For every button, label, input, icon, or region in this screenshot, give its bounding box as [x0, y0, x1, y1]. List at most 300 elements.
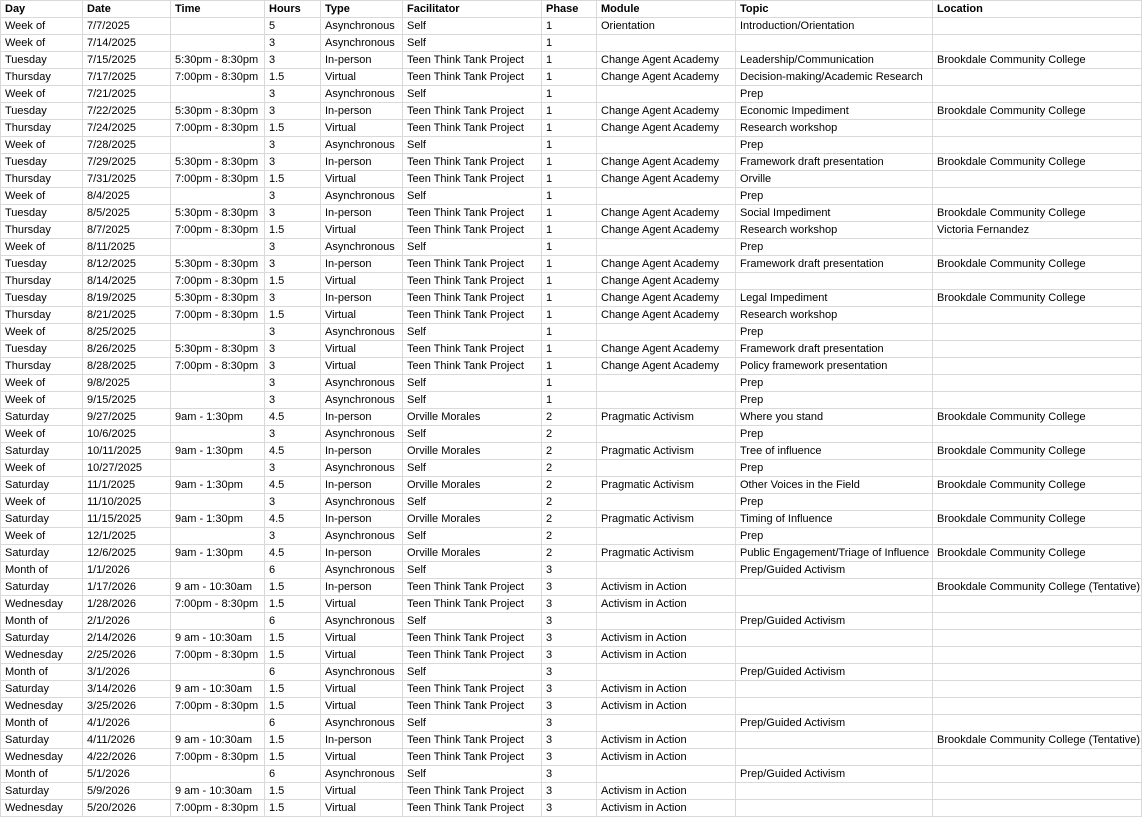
type-cell[interactable]: Asynchronous — [321, 375, 403, 392]
topic-cell[interactable]: Where you stand — [736, 409, 933, 426]
facilitator-cell[interactable]: Self — [403, 715, 542, 732]
day-cell[interactable]: Week of — [1, 426, 83, 443]
module-cell[interactable]: Change Agent Academy — [597, 120, 736, 137]
hours-cell[interactable]: 3 — [265, 256, 321, 273]
location-cell[interactable] — [933, 749, 1142, 766]
date-cell[interactable]: 8/28/2025 — [83, 358, 171, 375]
column-header-facilitator[interactable]: Facilitator — [403, 1, 542, 18]
day-cell[interactable]: Tuesday — [1, 52, 83, 69]
date-cell[interactable]: 7/24/2025 — [83, 120, 171, 137]
topic-cell[interactable]: Framework draft presentation — [736, 256, 933, 273]
type-cell[interactable]: In-person — [321, 545, 403, 562]
facilitator-cell[interactable]: Self — [403, 494, 542, 511]
location-cell[interactable] — [933, 766, 1142, 783]
time-cell[interactable]: 7:00pm - 8:30pm — [171, 358, 265, 375]
type-cell[interactable]: Asynchronous — [321, 664, 403, 681]
type-cell[interactable]: Virtual — [321, 273, 403, 290]
type-cell[interactable]: Asynchronous — [321, 766, 403, 783]
hours-cell[interactable]: 3 — [265, 426, 321, 443]
topic-cell[interactable]: Prep — [736, 426, 933, 443]
location-cell[interactable]: Brookdale Community College (Tentative) — [933, 732, 1142, 749]
type-cell[interactable]: Asynchronous — [321, 528, 403, 545]
module-cell[interactable]: Pragmatic Activism — [597, 545, 736, 562]
type-cell[interactable]: Virtual — [321, 749, 403, 766]
phase-cell[interactable]: 3 — [542, 562, 597, 579]
date-cell[interactable]: 8/11/2025 — [83, 239, 171, 256]
date-cell[interactable]: 7/29/2025 — [83, 154, 171, 171]
time-cell[interactable]: 7:00pm - 8:30pm — [171, 69, 265, 86]
time-cell[interactable] — [171, 392, 265, 409]
time-cell[interactable]: 9am - 1:30pm — [171, 511, 265, 528]
phase-cell[interactable]: 1 — [542, 205, 597, 222]
type-cell[interactable]: Asynchronous — [321, 494, 403, 511]
day-cell[interactable]: Tuesday — [1, 341, 83, 358]
date-cell[interactable]: 8/26/2025 — [83, 341, 171, 358]
date-cell[interactable]: 10/11/2025 — [83, 443, 171, 460]
date-cell[interactable]: 7/22/2025 — [83, 103, 171, 120]
module-cell[interactable]: Change Agent Academy — [597, 290, 736, 307]
topic-cell[interactable]: Prep — [736, 460, 933, 477]
facilitator-cell[interactable]: Teen Think Tank Project — [403, 103, 542, 120]
phase-cell[interactable]: 1 — [542, 18, 597, 35]
facilitator-cell[interactable]: Self — [403, 239, 542, 256]
topic-cell[interactable]: Social Impediment — [736, 205, 933, 222]
hours-cell[interactable]: 3 — [265, 52, 321, 69]
date-cell[interactable]: 7/7/2025 — [83, 18, 171, 35]
topic-cell[interactable] — [736, 749, 933, 766]
date-cell[interactable]: 11/1/2025 — [83, 477, 171, 494]
time-cell[interactable]: 9 am - 10:30am — [171, 783, 265, 800]
hours-cell[interactable]: 4.5 — [265, 443, 321, 460]
column-header-topic[interactable]: Topic — [736, 1, 933, 18]
location-cell[interactable] — [933, 681, 1142, 698]
hours-cell[interactable]: 3 — [265, 239, 321, 256]
hours-cell[interactable]: 3 — [265, 528, 321, 545]
topic-cell[interactable]: Tree of influence — [736, 443, 933, 460]
location-cell[interactable] — [933, 273, 1142, 290]
day-cell[interactable]: Thursday — [1, 171, 83, 188]
day-cell[interactable]: Wednesday — [1, 647, 83, 664]
phase-cell[interactable]: 1 — [542, 375, 597, 392]
topic-cell[interactable]: Decision-making/Academic Research — [736, 69, 933, 86]
topic-cell[interactable] — [736, 681, 933, 698]
date-cell[interactable]: 10/27/2025 — [83, 460, 171, 477]
topic-cell[interactable] — [736, 698, 933, 715]
column-header-day[interactable]: Day — [1, 1, 83, 18]
facilitator-cell[interactable]: Self — [403, 375, 542, 392]
date-cell[interactable]: 8/19/2025 — [83, 290, 171, 307]
day-cell[interactable]: Saturday — [1, 732, 83, 749]
type-cell[interactable]: Virtual — [321, 698, 403, 715]
date-cell[interactable]: 2/14/2026 — [83, 630, 171, 647]
hours-cell[interactable]: 1.5 — [265, 698, 321, 715]
location-cell[interactable] — [933, 800, 1142, 817]
hours-cell[interactable]: 1.5 — [265, 596, 321, 613]
time-cell[interactable]: 5:30pm - 8:30pm — [171, 154, 265, 171]
type-cell[interactable]: Virtual — [321, 69, 403, 86]
location-cell[interactable]: Brookdale Community College — [933, 511, 1142, 528]
facilitator-cell[interactable]: Orville Morales — [403, 409, 542, 426]
time-cell[interactable]: 9 am - 10:30am — [171, 681, 265, 698]
location-cell[interactable] — [933, 460, 1142, 477]
phase-cell[interactable]: 1 — [542, 188, 597, 205]
module-cell[interactable] — [597, 324, 736, 341]
topic-cell[interactable] — [736, 800, 933, 817]
type-cell[interactable]: Virtual — [321, 647, 403, 664]
phase-cell[interactable]: 1 — [542, 137, 597, 154]
hours-cell[interactable]: 3 — [265, 324, 321, 341]
module-cell[interactable]: Change Agent Academy — [597, 256, 736, 273]
facilitator-cell[interactable]: Self — [403, 528, 542, 545]
location-cell[interactable] — [933, 69, 1142, 86]
day-cell[interactable]: Saturday — [1, 630, 83, 647]
time-cell[interactable] — [171, 494, 265, 511]
module-cell[interactable] — [597, 715, 736, 732]
day-cell[interactable]: Saturday — [1, 511, 83, 528]
date-cell[interactable]: 5/1/2026 — [83, 766, 171, 783]
type-cell[interactable]: In-person — [321, 443, 403, 460]
hours-cell[interactable]: 4.5 — [265, 545, 321, 562]
location-cell[interactable] — [933, 137, 1142, 154]
date-cell[interactable]: 1/1/2026 — [83, 562, 171, 579]
time-cell[interactable]: 7:00pm - 8:30pm — [171, 273, 265, 290]
date-cell[interactable]: 5/9/2026 — [83, 783, 171, 800]
type-cell[interactable]: Virtual — [321, 681, 403, 698]
facilitator-cell[interactable]: Self — [403, 426, 542, 443]
facilitator-cell[interactable]: Self — [403, 35, 542, 52]
module-cell[interactable]: Change Agent Academy — [597, 103, 736, 120]
day-cell[interactable]: Month of — [1, 562, 83, 579]
phase-cell[interactable]: 1 — [542, 52, 597, 69]
location-cell[interactable]: Brookdale Community College — [933, 409, 1142, 426]
type-cell[interactable]: Virtual — [321, 307, 403, 324]
location-cell[interactable]: Brookdale Community College — [933, 52, 1142, 69]
hours-cell[interactable]: 3 — [265, 375, 321, 392]
day-cell[interactable]: Week of — [1, 86, 83, 103]
location-cell[interactable] — [933, 324, 1142, 341]
day-cell[interactable]: Saturday — [1, 579, 83, 596]
time-cell[interactable] — [171, 528, 265, 545]
time-cell[interactable] — [171, 137, 265, 154]
date-cell[interactable]: 4/11/2026 — [83, 732, 171, 749]
day-cell[interactable]: Thursday — [1, 358, 83, 375]
time-cell[interactable] — [171, 715, 265, 732]
facilitator-cell[interactable]: Orville Morales — [403, 545, 542, 562]
time-cell[interactable] — [171, 86, 265, 103]
phase-cell[interactable]: 3 — [542, 596, 597, 613]
module-cell[interactable]: Pragmatic Activism — [597, 511, 736, 528]
hours-cell[interactable]: 1.5 — [265, 749, 321, 766]
hours-cell[interactable]: 1.5 — [265, 647, 321, 664]
phase-cell[interactable]: 1 — [542, 358, 597, 375]
hours-cell[interactable]: 3 — [265, 137, 321, 154]
module-cell[interactable] — [597, 35, 736, 52]
phase-cell[interactable]: 3 — [542, 698, 597, 715]
location-cell[interactable] — [933, 171, 1142, 188]
module-cell[interactable]: Activism in Action — [597, 698, 736, 715]
phase-cell[interactable]: 3 — [542, 613, 597, 630]
facilitator-cell[interactable]: Teen Think Tank Project — [403, 290, 542, 307]
phase-cell[interactable]: 3 — [542, 800, 597, 817]
time-cell[interactable]: 9am - 1:30pm — [171, 545, 265, 562]
location-cell[interactable] — [933, 86, 1142, 103]
hours-cell[interactable]: 6 — [265, 562, 321, 579]
topic-cell[interactable]: Prep/Guided Activism — [736, 613, 933, 630]
phase-cell[interactable]: 3 — [542, 664, 597, 681]
type-cell[interactable]: Asynchronous — [321, 188, 403, 205]
topic-cell[interactable]: Public Engagement/Triage of Influence — [736, 545, 933, 562]
phase-cell[interactable]: 1 — [542, 324, 597, 341]
type-cell[interactable]: Virtual — [321, 358, 403, 375]
location-cell[interactable]: Brookdale Community College — [933, 477, 1142, 494]
type-cell[interactable]: Virtual — [321, 120, 403, 137]
day-cell[interactable]: Tuesday — [1, 103, 83, 120]
facilitator-cell[interactable]: Teen Think Tank Project — [403, 307, 542, 324]
column-header-time[interactable]: Time — [171, 1, 265, 18]
day-cell[interactable]: Month of — [1, 766, 83, 783]
module-cell[interactable]: Pragmatic Activism — [597, 409, 736, 426]
date-cell[interactable]: 7/17/2025 — [83, 69, 171, 86]
facilitator-cell[interactable]: Teen Think Tank Project — [403, 341, 542, 358]
facilitator-cell[interactable]: Self — [403, 324, 542, 341]
phase-cell[interactable]: 1 — [542, 290, 597, 307]
hours-cell[interactable]: 1.5 — [265, 681, 321, 698]
column-header-phase[interactable]: Phase — [542, 1, 597, 18]
date-cell[interactable]: 7/15/2025 — [83, 52, 171, 69]
hours-cell[interactable]: 3 — [265, 392, 321, 409]
module-cell[interactable]: Activism in Action — [597, 732, 736, 749]
topic-cell[interactable]: Prep — [736, 86, 933, 103]
day-cell[interactable]: Saturday — [1, 545, 83, 562]
phase-cell[interactable]: 3 — [542, 715, 597, 732]
facilitator-cell[interactable]: Self — [403, 18, 542, 35]
date-cell[interactable]: 1/28/2026 — [83, 596, 171, 613]
topic-cell[interactable]: Other Voices in the Field — [736, 477, 933, 494]
facilitator-cell[interactable]: Teen Think Tank Project — [403, 205, 542, 222]
facilitator-cell[interactable]: Self — [403, 460, 542, 477]
type-cell[interactable]: In-person — [321, 103, 403, 120]
hours-cell[interactable]: 4.5 — [265, 477, 321, 494]
type-cell[interactable]: Virtual — [321, 341, 403, 358]
date-cell[interactable]: 8/14/2025 — [83, 273, 171, 290]
phase-cell[interactable]: 2 — [542, 511, 597, 528]
type-cell[interactable]: Virtual — [321, 171, 403, 188]
hours-cell[interactable]: 1.5 — [265, 800, 321, 817]
type-cell[interactable]: In-person — [321, 732, 403, 749]
date-cell[interactable]: 7/21/2025 — [83, 86, 171, 103]
time-cell[interactable]: 9am - 1:30pm — [171, 443, 265, 460]
type-cell[interactable]: Virtual — [321, 222, 403, 239]
type-cell[interactable]: Asynchronous — [321, 324, 403, 341]
hours-cell[interactable]: 3 — [265, 494, 321, 511]
module-cell[interactable]: Activism in Action — [597, 579, 736, 596]
module-cell[interactable] — [597, 613, 736, 630]
module-cell[interactable] — [597, 137, 736, 154]
module-cell[interactable] — [597, 86, 736, 103]
date-cell[interactable]: 8/5/2025 — [83, 205, 171, 222]
day-cell[interactable]: Week of — [1, 392, 83, 409]
facilitator-cell[interactable]: Teen Think Tank Project — [403, 52, 542, 69]
hours-cell[interactable]: 3 — [265, 188, 321, 205]
module-cell[interactable]: Change Agent Academy — [597, 273, 736, 290]
type-cell[interactable]: Asynchronous — [321, 562, 403, 579]
hours-cell[interactable]: 6 — [265, 613, 321, 630]
topic-cell[interactable]: Prep — [736, 188, 933, 205]
module-cell[interactable] — [597, 426, 736, 443]
phase-cell[interactable]: 1 — [542, 392, 597, 409]
location-cell[interactable] — [933, 783, 1142, 800]
column-header-location[interactable]: Location — [933, 1, 1142, 18]
time-cell[interactable] — [171, 664, 265, 681]
location-cell[interactable] — [933, 698, 1142, 715]
phase-cell[interactable]: 3 — [542, 732, 597, 749]
location-cell[interactable] — [933, 613, 1142, 630]
location-cell[interactable]: Victoria Fernandez — [933, 222, 1142, 239]
date-cell[interactable]: 9/15/2025 — [83, 392, 171, 409]
topic-cell[interactable] — [736, 273, 933, 290]
location-cell[interactable] — [933, 715, 1142, 732]
topic-cell[interactable]: Orville — [736, 171, 933, 188]
type-cell[interactable]: Asynchronous — [321, 392, 403, 409]
topic-cell[interactable]: Timing of Influence — [736, 511, 933, 528]
facilitator-cell[interactable]: Teen Think Tank Project — [403, 222, 542, 239]
module-cell[interactable]: Change Agent Academy — [597, 341, 736, 358]
location-cell[interactable] — [933, 494, 1142, 511]
hours-cell[interactable]: 1.5 — [265, 171, 321, 188]
type-cell[interactable]: Asynchronous — [321, 613, 403, 630]
date-cell[interactable]: 7/14/2025 — [83, 35, 171, 52]
type-cell[interactable]: In-person — [321, 154, 403, 171]
day-cell[interactable]: Saturday — [1, 477, 83, 494]
phase-cell[interactable]: 1 — [542, 103, 597, 120]
day-cell[interactable]: Week of — [1, 35, 83, 52]
topic-cell[interactable]: Framework draft presentation — [736, 154, 933, 171]
time-cell[interactable]: 9am - 1:30pm — [171, 409, 265, 426]
type-cell[interactable]: Virtual — [321, 800, 403, 817]
time-cell[interactable]: 7:00pm - 8:30pm — [171, 800, 265, 817]
hours-cell[interactable]: 3 — [265, 205, 321, 222]
facilitator-cell[interactable]: Self — [403, 664, 542, 681]
location-cell[interactable] — [933, 630, 1142, 647]
hours-cell[interactable]: 6 — [265, 664, 321, 681]
location-cell[interactable] — [933, 375, 1142, 392]
phase-cell[interactable]: 3 — [542, 749, 597, 766]
type-cell[interactable]: Asynchronous — [321, 86, 403, 103]
date-cell[interactable]: 3/25/2026 — [83, 698, 171, 715]
day-cell[interactable]: Saturday — [1, 681, 83, 698]
topic-cell[interactable]: Prep — [736, 239, 933, 256]
day-cell[interactable]: Week of — [1, 494, 83, 511]
topic-cell[interactable]: Prep/Guided Activism — [736, 766, 933, 783]
phase-cell[interactable]: 3 — [542, 647, 597, 664]
location-cell[interactable] — [933, 18, 1142, 35]
facilitator-cell[interactable]: Teen Think Tank Project — [403, 256, 542, 273]
time-cell[interactable]: 5:30pm - 8:30pm — [171, 103, 265, 120]
location-cell[interactable]: Brookdale Community College (Tentative) — [933, 579, 1142, 596]
type-cell[interactable]: Asynchronous — [321, 715, 403, 732]
type-cell[interactable]: In-person — [321, 477, 403, 494]
facilitator-cell[interactable]: Self — [403, 613, 542, 630]
time-cell[interactable]: 7:00pm - 8:30pm — [171, 222, 265, 239]
time-cell[interactable] — [171, 324, 265, 341]
module-cell[interactable]: Activism in Action — [597, 681, 736, 698]
facilitator-cell[interactable]: Teen Think Tank Project — [403, 154, 542, 171]
phase-cell[interactable]: 2 — [542, 545, 597, 562]
module-cell[interactable] — [597, 494, 736, 511]
date-cell[interactable]: 2/1/2026 — [83, 613, 171, 630]
time-cell[interactable]: 7:00pm - 8:30pm — [171, 120, 265, 137]
phase-cell[interactable]: 3 — [542, 681, 597, 698]
topic-cell[interactable]: Research workshop — [736, 222, 933, 239]
time-cell[interactable] — [171, 766, 265, 783]
hours-cell[interactable]: 3 — [265, 341, 321, 358]
module-cell[interactable]: Change Agent Academy — [597, 69, 736, 86]
time-cell[interactable] — [171, 460, 265, 477]
module-cell[interactable]: Change Agent Academy — [597, 222, 736, 239]
module-cell[interactable]: Orientation — [597, 18, 736, 35]
location-cell[interactable] — [933, 664, 1142, 681]
date-cell[interactable]: 9/27/2025 — [83, 409, 171, 426]
hours-cell[interactable]: 3 — [265, 103, 321, 120]
module-cell[interactable]: Activism in Action — [597, 800, 736, 817]
location-cell[interactable] — [933, 596, 1142, 613]
date-cell[interactable]: 8/7/2025 — [83, 222, 171, 239]
topic-cell[interactable]: Policy framework presentation — [736, 358, 933, 375]
hours-cell[interactable]: 4.5 — [265, 409, 321, 426]
day-cell[interactable]: Thursday — [1, 222, 83, 239]
location-cell[interactable] — [933, 35, 1142, 52]
time-cell[interactable]: 5:30pm - 8:30pm — [171, 52, 265, 69]
day-cell[interactable]: Week of — [1, 18, 83, 35]
day-cell[interactable]: Month of — [1, 613, 83, 630]
type-cell[interactable]: In-person — [321, 290, 403, 307]
phase-cell[interactable]: 1 — [542, 307, 597, 324]
phase-cell[interactable]: 1 — [542, 69, 597, 86]
date-cell[interactable]: 4/22/2026 — [83, 749, 171, 766]
hours-cell[interactable]: 5 — [265, 18, 321, 35]
phase-cell[interactable]: 2 — [542, 409, 597, 426]
facilitator-cell[interactable]: Teen Think Tank Project — [403, 732, 542, 749]
location-cell[interactable] — [933, 188, 1142, 205]
column-header-type[interactable]: Type — [321, 1, 403, 18]
module-cell[interactable]: Change Agent Academy — [597, 171, 736, 188]
day-cell[interactable]: Thursday — [1, 69, 83, 86]
hours-cell[interactable]: 3 — [265, 154, 321, 171]
hours-cell[interactable]: 1.5 — [265, 307, 321, 324]
date-cell[interactable]: 8/4/2025 — [83, 188, 171, 205]
time-cell[interactable]: 7:00pm - 8:30pm — [171, 698, 265, 715]
module-cell[interactable]: Change Agent Academy — [597, 52, 736, 69]
hours-cell[interactable]: 1.5 — [265, 630, 321, 647]
day-cell[interactable]: Tuesday — [1, 154, 83, 171]
phase-cell[interactable]: 1 — [542, 171, 597, 188]
facilitator-cell[interactable]: Teen Think Tank Project — [403, 171, 542, 188]
day-cell[interactable]: Week of — [1, 324, 83, 341]
phase-cell[interactable]: 1 — [542, 341, 597, 358]
facilitator-cell[interactable]: Self — [403, 86, 542, 103]
topic-cell[interactable] — [736, 596, 933, 613]
day-cell[interactable]: Wednesday — [1, 698, 83, 715]
column-header-module[interactable]: Module — [597, 1, 736, 18]
facilitator-cell[interactable]: Teen Think Tank Project — [403, 273, 542, 290]
day-cell[interactable]: Tuesday — [1, 256, 83, 273]
time-cell[interactable]: 7:00pm - 8:30pm — [171, 307, 265, 324]
phase-cell[interactable]: 2 — [542, 528, 597, 545]
phase-cell[interactable]: 3 — [542, 783, 597, 800]
day-cell[interactable]: Week of — [1, 188, 83, 205]
time-cell[interactable]: 5:30pm - 8:30pm — [171, 290, 265, 307]
topic-cell[interactable] — [736, 35, 933, 52]
